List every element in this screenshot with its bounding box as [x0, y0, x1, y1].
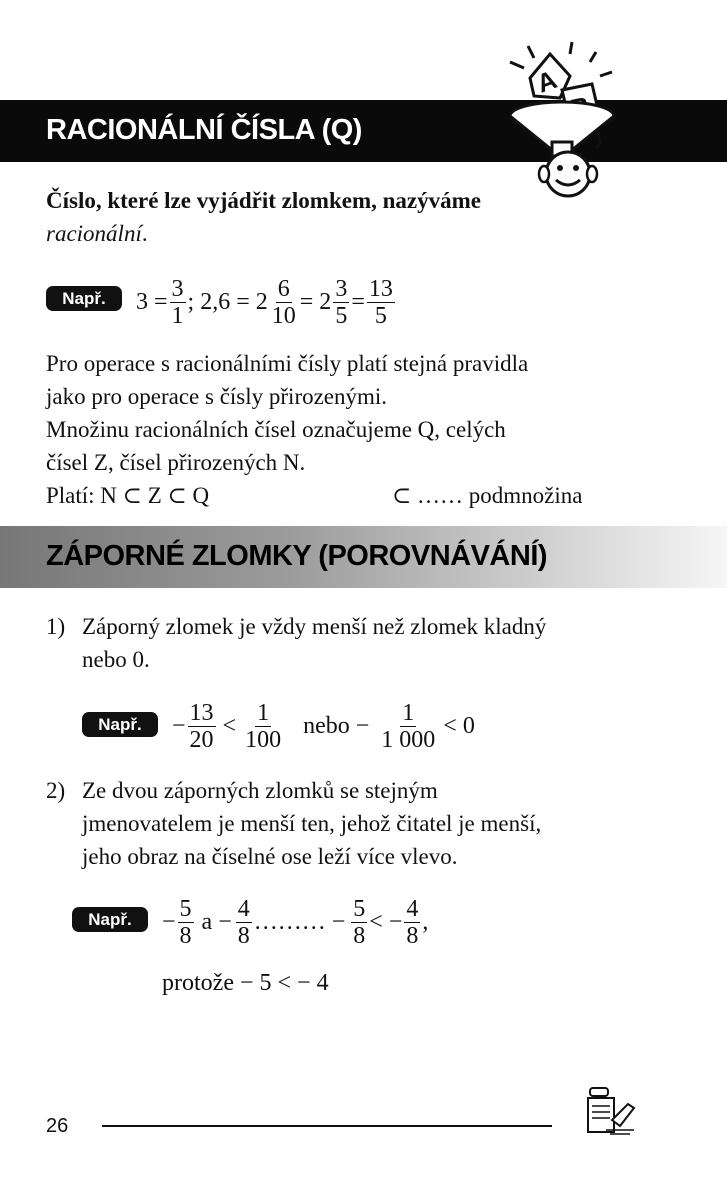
paragraph-line: čísel Z, čísel přirozených N.: [46, 450, 306, 475]
definition-italic-term: racionální: [46, 221, 142, 246]
funnel-mascot-illustration: [500, 38, 640, 198]
definition-bold-text: Číslo, které lze vyjádřit zlomkem, nazýváme: [46, 188, 481, 213]
section-banner-negative-fractions: [0, 526, 727, 588]
fraction: [243, 700, 283, 753]
fraction: [236, 896, 252, 949]
math-text: ,: [422, 909, 429, 935]
reason-text: protože − 5 < − 4: [162, 970, 329, 996]
rule-number: 1): [46, 614, 66, 639]
math-text: =: [351, 289, 365, 315]
fraction: [170, 276, 186, 329]
footer-rule: [102, 1125, 552, 1127]
numerator: 4: [406, 896, 419, 922]
denominator: 10: [271, 303, 296, 329]
fraction: [379, 700, 437, 753]
denominator: 8: [406, 923, 419, 949]
math-text: a −: [201, 909, 232, 935]
numerator: 5: [353, 896, 366, 922]
fraction: [404, 896, 420, 949]
math-text: < 0: [443, 713, 475, 739]
fraction: [333, 276, 349, 329]
rule-line: Záporný zlomek je vždy menší než zlomek kladný: [82, 614, 547, 639]
math-text: −: [162, 909, 176, 935]
paragraph-line: Množinu racionálních čísel označujeme Q, celých: [46, 417, 506, 442]
example-rational-equation: [136, 276, 397, 329]
paragraph-line: jako pro operace s čísly přirozenými.: [46, 384, 388, 409]
math-text: 3 =: [136, 289, 168, 315]
math-text: = 2: [299, 289, 332, 315]
rule-number: 2): [46, 778, 66, 803]
denominator: 20: [189, 727, 214, 753]
numerator: 4: [237, 896, 250, 922]
math-text: nebo −: [303, 713, 370, 739]
numerator: 1: [257, 700, 270, 726]
numerator: 3: [171, 276, 184, 302]
fraction: [351, 896, 367, 949]
numerator: 6: [277, 276, 290, 302]
svg-text:A: A: [532, 64, 561, 99]
section-title-rational: RACIONÁLNÍ ČÍSLA (Q): [46, 114, 362, 146]
example-badge: Např.: [72, 907, 148, 932]
example-negative-fractions: [162, 896, 428, 949]
numerator: 5: [179, 896, 192, 922]
denominator: 100: [245, 727, 282, 753]
denominator: 8: [237, 923, 250, 949]
rule-line: Ze dvou záporných zlomků se stejným: [82, 778, 438, 803]
numerator: 13: [368, 276, 393, 302]
math-text: < −: [369, 909, 403, 935]
fraction: [270, 276, 298, 329]
subset-relation: Platí: N ⊂ Z ⊂ Q: [46, 483, 210, 508]
definition-paragraph: [46, 184, 686, 250]
rule-line: jmenovatelem je menší ten, jehož čitatel je menší,: [82, 811, 542, 836]
math-text: −: [172, 713, 186, 739]
rule-line: nebo 0.: [82, 647, 150, 672]
denominator: 1 000: [381, 727, 436, 753]
math-text: <: [222, 713, 237, 739]
subset-legend: ⊂ …… podmnožina: [392, 483, 583, 508]
fraction: [188, 700, 216, 753]
example-badge: Např.: [82, 712, 158, 737]
rule-line: jeho obraz na číselné ose leží více vlevo.: [82, 844, 458, 869]
rational-operations-paragraph: [46, 347, 706, 512]
example-badge: Např.: [46, 286, 122, 311]
rule-2: [46, 774, 706, 873]
denominator: 8: [353, 923, 366, 949]
section-title-negative-fractions: ZÁPORNÉ ZLOMKY (POROVNÁVÁNÍ): [46, 540, 548, 572]
denominator: 5: [335, 303, 348, 329]
numerator: 1: [402, 700, 415, 726]
notebook-pencil-icon: [584, 1084, 640, 1138]
math-text: ……… −: [253, 909, 346, 935]
denominator: 8: [179, 923, 192, 949]
numerator: 3: [335, 276, 348, 302]
math-text: ;: [187, 289, 195, 315]
paragraph-line: Pro operace s racionálními čísly platí stejná pravidla: [46, 351, 529, 376]
math-text: 2,6 = 2: [200, 289, 268, 315]
fraction: [178, 896, 194, 949]
example-negative-vs-positive: [172, 700, 475, 753]
page-number: 26: [46, 1115, 69, 1137]
definition-period: .: [141, 221, 148, 246]
denominator: 5: [374, 303, 387, 329]
denominator: 1: [171, 303, 184, 329]
rule-1: [46, 610, 706, 676]
fraction: [367, 276, 395, 329]
numerator: 13: [189, 700, 214, 726]
